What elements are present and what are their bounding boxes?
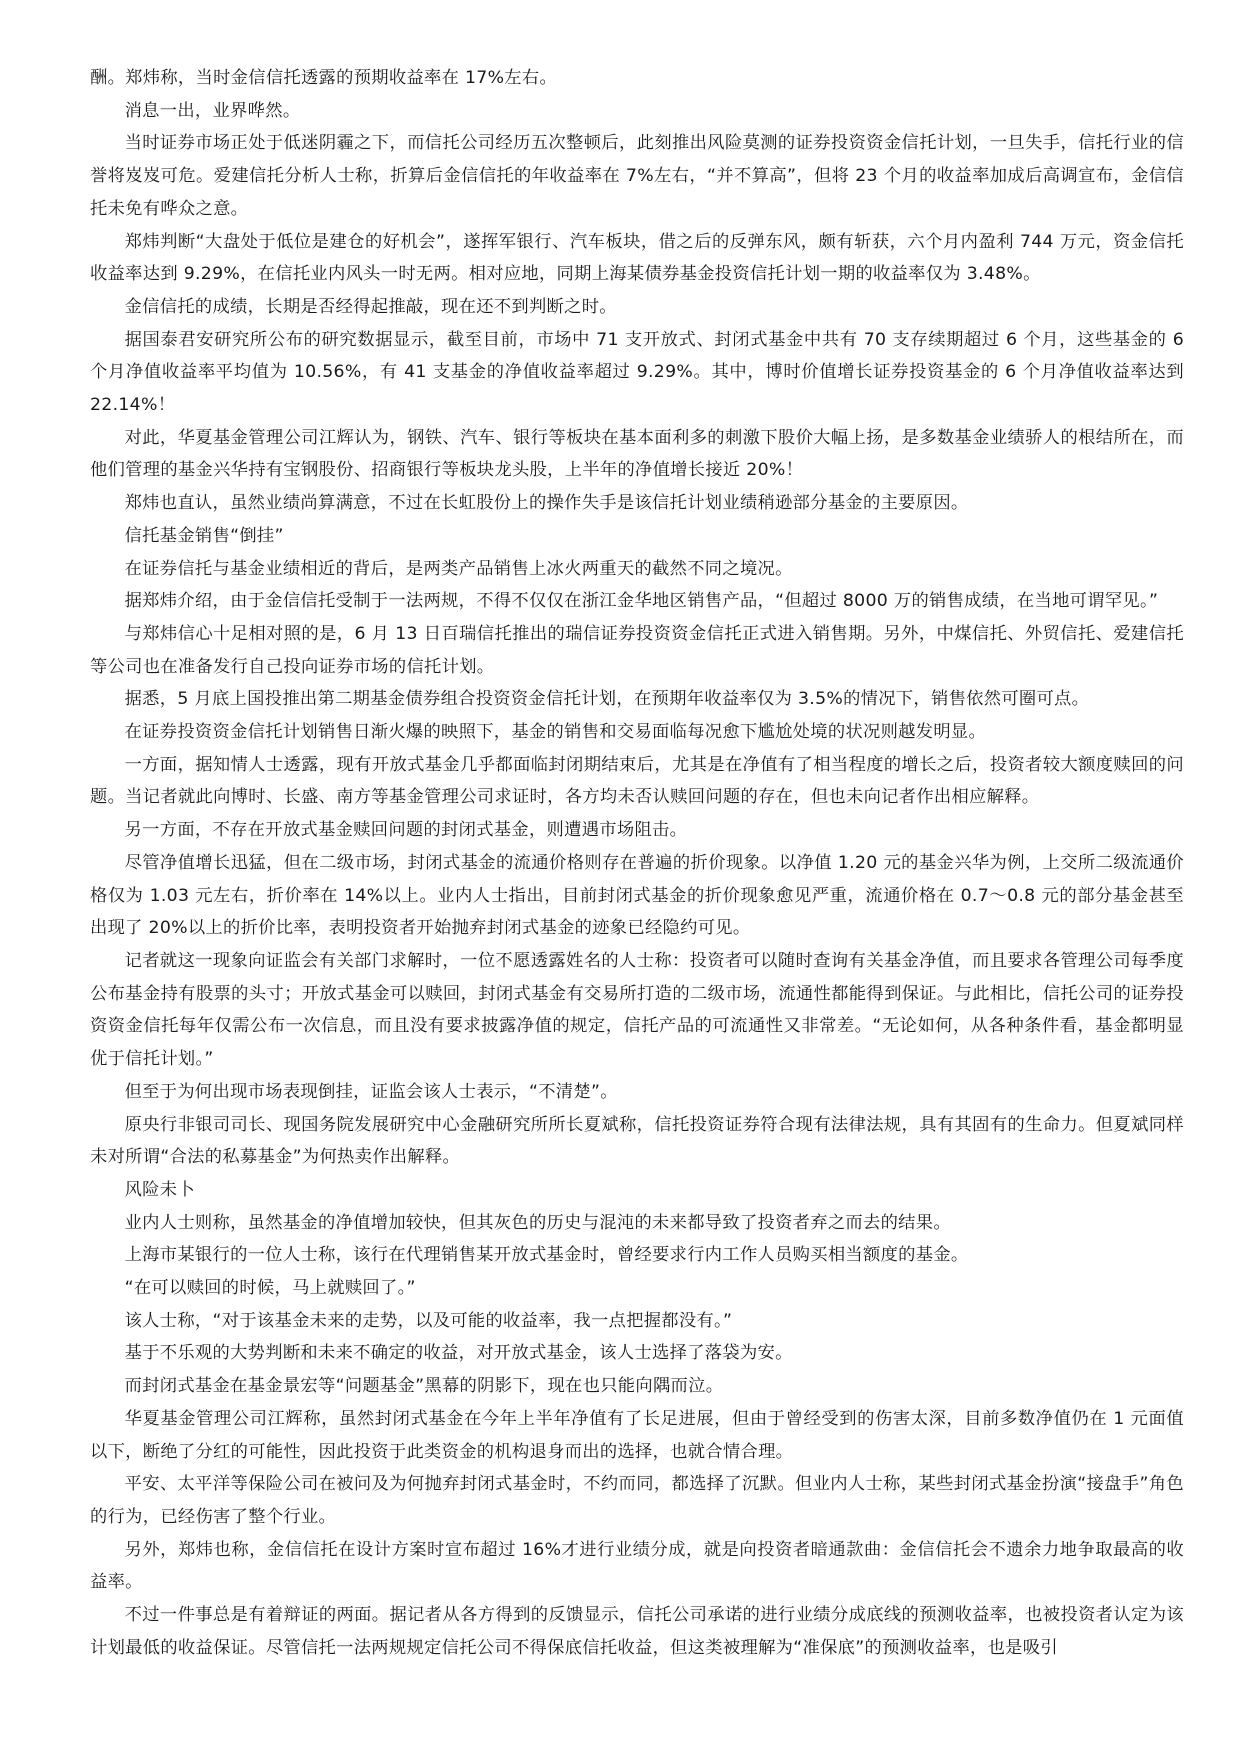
paragraph: 尽管净值增长迅猛，但在二级市场，封闭式基金的流通价格则存在普遍的折价现象。以净值 1.20 元的基金兴华为例，上交所二级流通价格仅为 1.03 元左右，折价率在 14%以上。业内人士指出，目前封闭式基金的折价现象愈见严重，流通价格在 0.7～0.8 元的部分基金甚至出现了 20%以上的折价比率，表明投资者开始抛弃封闭式基金的迹象已经隐约可见。 [90, 852, 1184, 939]
paragraph: 据悉，5 月底上国投推出第二期基金债券组合投资资金信托计划，在预期年收益率仅为 3.5%的情况下，销售依然可圈可点。 [124, 689, 1090, 710]
paragraph: 据郑炜介绍，由于金信信托受制于一法两规，不得不仅仅在浙江金华地区销售产品，“但超过 8000 万的销售成绩，在当地可谓罕见。” [124, 591, 1159, 612]
paragraph: 原央行非银司司长、现国务院发展研究中心金融研究所所长夏斌称，信托投资证券符合现有法律法规，具有其固有的生命力。但夏斌同样未对所谓“合法的私募基金”为何热卖作出解释。 [90, 1114, 1184, 1168]
paragraph: 该人士称，“对于该基金未来的走势，以及可能的收益率，我一点把握都没有。” [124, 1310, 733, 1331]
paragraph: 不过一件事总是有着辩证的两面。据记者从各方得到的反馈显示，信托公司承诺的进行业绩分成底线的预测收益率，也被投资者认定为该计划最低的收益保证。尽管信托一法两规规定信托公司不得保底信托收益，但这类被理解为“准保底”的预测收益率，也是吸引 [90, 1605, 1184, 1658]
paragraph: 平安、太平洋等保险公司在被问及为何抛弃封闭式基金时，不约而同，都选择了沉默。但业内人士称，某些封闭式基金扮演“接盘手”角色的行为，已经伤害了整个行业。 [90, 1474, 1184, 1527]
paragraph: 消息一出，业界哗然。 [124, 100, 301, 121]
paragraph: 基于不乐观的大势判断和未来不确定的收益，对开放式基金，该人士选择了落袋为安。 [124, 1343, 793, 1364]
paragraph: 上海市某银行的一位人士称，该行在代理销售某开放式基金时，曾经要求行内工作人员购买相当额度的基金。 [124, 1245, 969, 1266]
paragraph: 另外，郑炜也称，金信信托在设计方案时宣布超过 16%才进行业绩分成，就是向投资者暗通款曲：金信信托会不遗余力地争取最高的收益率。 [90, 1539, 1184, 1593]
section-heading: 信托基金销售“倒挂” [124, 525, 284, 546]
paragraph: 据国泰君安研究所公布的研究数据显示，截至目前，市场中 71 支开放式、封闭式基金中共有 70 支存续期超过 6 个月，这些基金的 6 个月净值收益率平均值为 10.56%，有 41 支基金的净值收益率超过 9.29%。其中，博时价值增长证券投资基金的 6 个月净值收益率达到 22.14%！ [90, 329, 1184, 416]
paragraph: 一方面，据知情人士透露，现有开放式基金几乎都面临封闭期结束后，尤其是在净值有了相当程度的增长之后，投资者较大额度赎回的问题。当记者就此向博时、长盛、南方等基金管理公司求证时，各方均未否认赎回问题的存在，但也未向记者作出相应解释。 [90, 754, 1184, 808]
paragraph: 在证券信托与基金业绩相近的背后，是两类产品销售上冰火两重天的截然不同之境况。 [124, 558, 793, 579]
paragraph: 在证券投资资金信托计划销售日渐火爆的映照下，基金的销售和交易面临每况愈下尴尬处境的状况则越发明显。 [124, 722, 987, 743]
paragraph: 业内人士则称，虽然基金的净值增加较快，但其灰色的历史与混沌的未来都导致了投资者弃之而去的结果。 [124, 1212, 951, 1233]
paragraph-quote: “在可以赎回的时候，马上就赎回了。” [124, 1278, 416, 1299]
paragraph: 当时证券市场正处于低迷阴霾之下，而信托公司经历五次整顿后，此刻推出风险莫测的证券投资资金信托计划，一旦失手，信托行业的信誉将岌岌可危。爱建信托分析人士称，折算后金信信托的年收益率在 7%左右，“并不算高”，但将 23 个月的收益率加成后高调宣布，金信信托未免有哗众之意。 [90, 133, 1184, 219]
paragraph: 另一方面，不存在开放式基金赎回问题的封闭式基金，则遭遇市场阻击。 [124, 820, 688, 841]
paragraph: 但至于为何出现市场表现倒挂，证监会该人士表示，“不清楚”。 [124, 1081, 618, 1102]
section-heading: 风险未卜 [124, 1179, 195, 1200]
paragraph: 金信信托的成绩，长期是否经得起推敲，现在还不到判断之时。 [124, 296, 617, 317]
paragraph: 郑炜判断“大盘处于低位是建仓的好机会”，遂挥军银行、汽车板块，借之后的反弹东风，颇有斩获，六个月内盈利 744 万元，资金信托收益率达到 9.29%，在信托业内风头一时无两。相对应地，同期上海某债券基金投资信托计划一期的收益率仅为 3.48%。 [90, 231, 1184, 285]
paragraph: 而封闭式基金在基金景宏等“问题基金”黑幕的阴影下，现在也只能向隅而泣。 [124, 1376, 724, 1397]
document-body [90, 62, 1184, 1664]
paragraph: 华夏基金管理公司江辉称，虽然封闭式基金在今年上半年净值有了长足进展，但由于曾经受到的伤害太深，目前多数净值仍在 1 元面值以下，断绝了分红的可能性，因此投资于此类资金的机构退身而出的选择，也就合情合理。 [90, 1408, 1184, 1462]
paragraph-continuation: 酬。郑炜称，当时金信信托透露的预期收益率在 17%左右。 [90, 68, 558, 88]
paragraph: 与郑炜信心十足相对照的是，6 月 13 日百瑞信托推出的瑞信证券投资资金信托正式进入销售期。另外，中煤信托、外贸信托、爱建信托等公司也在准备发行自己投向证券市场的信托计划。 [90, 623, 1184, 677]
paragraph: 郑炜也直认，虽然业绩尚算满意，不过在长虹股份上的操作失手是该信托计划业绩稍逊部分基金的主要原因。 [124, 493, 969, 514]
paragraph: 记者就这一现象向证监会有关部门求解时，一位不愿透露姓名的人士称：投资者可以随时查询有关基金净值，而且要求各管理公司每季度公布基金持有股票的头寸；开放式基金可以赎回，封闭式基金有交易所打造的二级市场，流通性都能得到保证。与此相比，信托公司的证券投资资金信托每年仅需公布一次信息，而且没有要求披露净值的规定，信托产品的可流通性又非常差。“无论如何，从各种条件看，基金都明显优于信托计划。” [90, 950, 1184, 1070]
paragraph: 对此，华夏基金管理公司江辉认为，钢铁、汽车、银行等板块在基本面利多的刺激下股价大幅上扬，是多数基金业绩骄人的根结所在，而他们管理的基金兴华持有宝钢股份、招商银行等板块龙头股，上半年的净值增长接近 20%！ [90, 427, 1184, 481]
